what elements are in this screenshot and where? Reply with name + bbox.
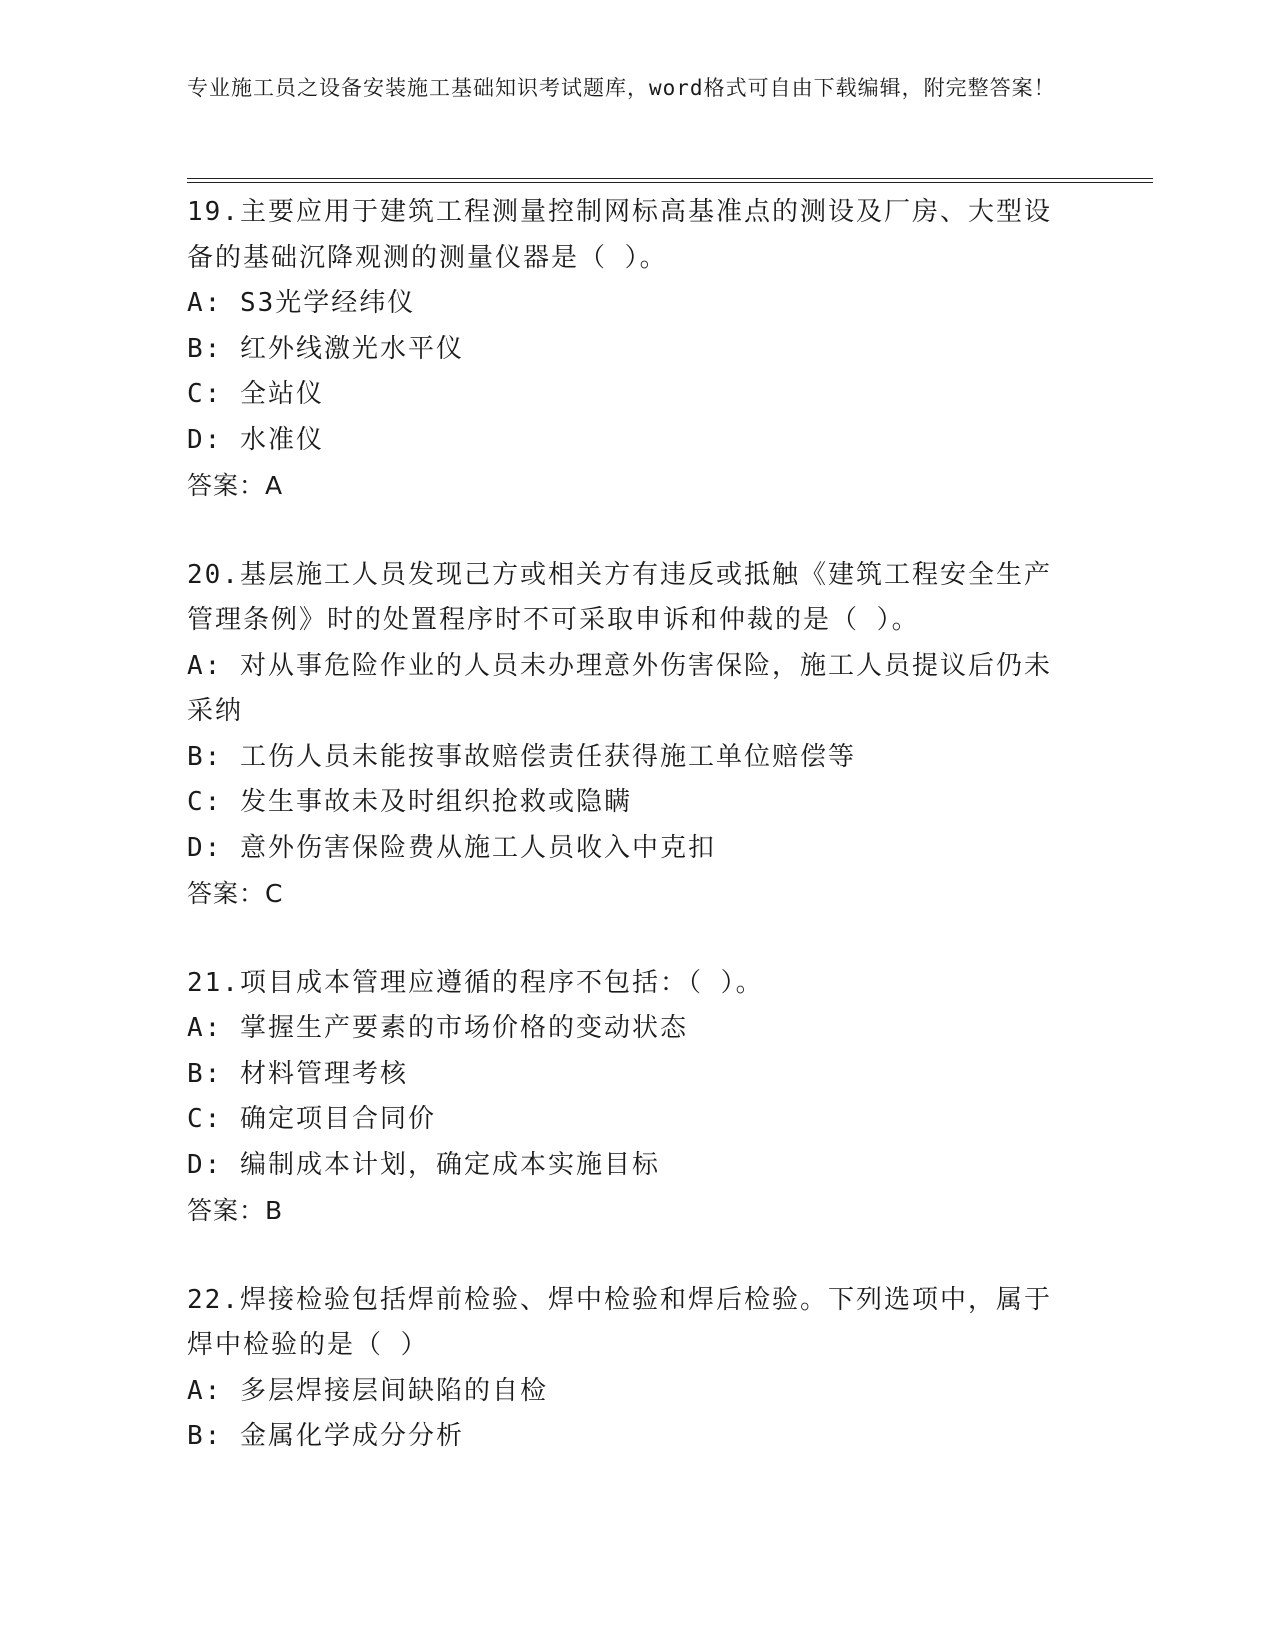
question-list xyxy=(187,190,1077,1504)
question-stem: 22.焊接检验包括焊前检验、焊中检验和焊后检验。下列选项中，属于焊中检验的是（ ） xyxy=(187,1284,1052,1360)
option-d: D: 编制成本计划，确定成本实施目标 xyxy=(187,1149,660,1180)
option-a: A: 掌握生产要素的市场价格的变动状态 xyxy=(187,1013,688,1043)
option-c: C: 发生事故未及时组织抢救或隐瞒 xyxy=(187,787,632,817)
question-19 xyxy=(187,190,1077,509)
header-divider xyxy=(187,178,1153,179)
question-stem: 20.基层施工人员发现己方或相关方有违反或抵触《建筑工程安全生产管理条例》时的处置程序时不可采取申诉和仲裁的是（ ）。 xyxy=(187,559,1052,635)
option-d: D: 水准仪 xyxy=(187,424,324,455)
question-stem: 21.项目成本管理应遵循的程序不包括：（ ）。 xyxy=(187,967,764,998)
option-b: B: 金属化学成分分析 xyxy=(187,1421,464,1451)
header-divider-secondary xyxy=(187,182,1153,183)
document-header: 专业施工员之设备安装施工基础知识考试题库，word格式可自由下载编辑，附完整答案！ xyxy=(187,76,1056,100)
answer-line: 答案：A xyxy=(187,471,284,500)
option-a: A: S3光学经纬仪 xyxy=(187,288,416,318)
option-c: C: 全站仪 xyxy=(187,379,324,409)
option-b: B: 工伤人员未能按事故赔偿责任获得施工单位赔偿等 xyxy=(187,741,856,772)
question-21 xyxy=(187,961,1077,1234)
answer-line: 答案：B xyxy=(187,1196,284,1225)
question-stem: 19.主要应用于建筑工程测量控制网标高基准点的测设及厂房、大型设备的基础沉降观测的测量仪器是（ ）。 xyxy=(187,197,1052,273)
option-b: B: 红外线激光水平仪 xyxy=(187,333,464,364)
option-a: A: 对从事危险作业的人员未办理意外伤害保险，施工人员提议后仍未采纳 xyxy=(187,650,1052,726)
question-20 xyxy=(187,553,1077,917)
answer-line: 答案：C xyxy=(187,879,284,908)
option-a: A: 多层焊接层间缺陷的自检 xyxy=(187,1375,548,1406)
option-b: B: 材料管理考核 xyxy=(187,1058,408,1089)
option-d: D: 意外伤害保险费从施工人员收入中克扣 xyxy=(187,832,716,863)
option-c: C: 确定项目合同价 xyxy=(187,1104,436,1134)
question-22 xyxy=(187,1278,1077,1460)
